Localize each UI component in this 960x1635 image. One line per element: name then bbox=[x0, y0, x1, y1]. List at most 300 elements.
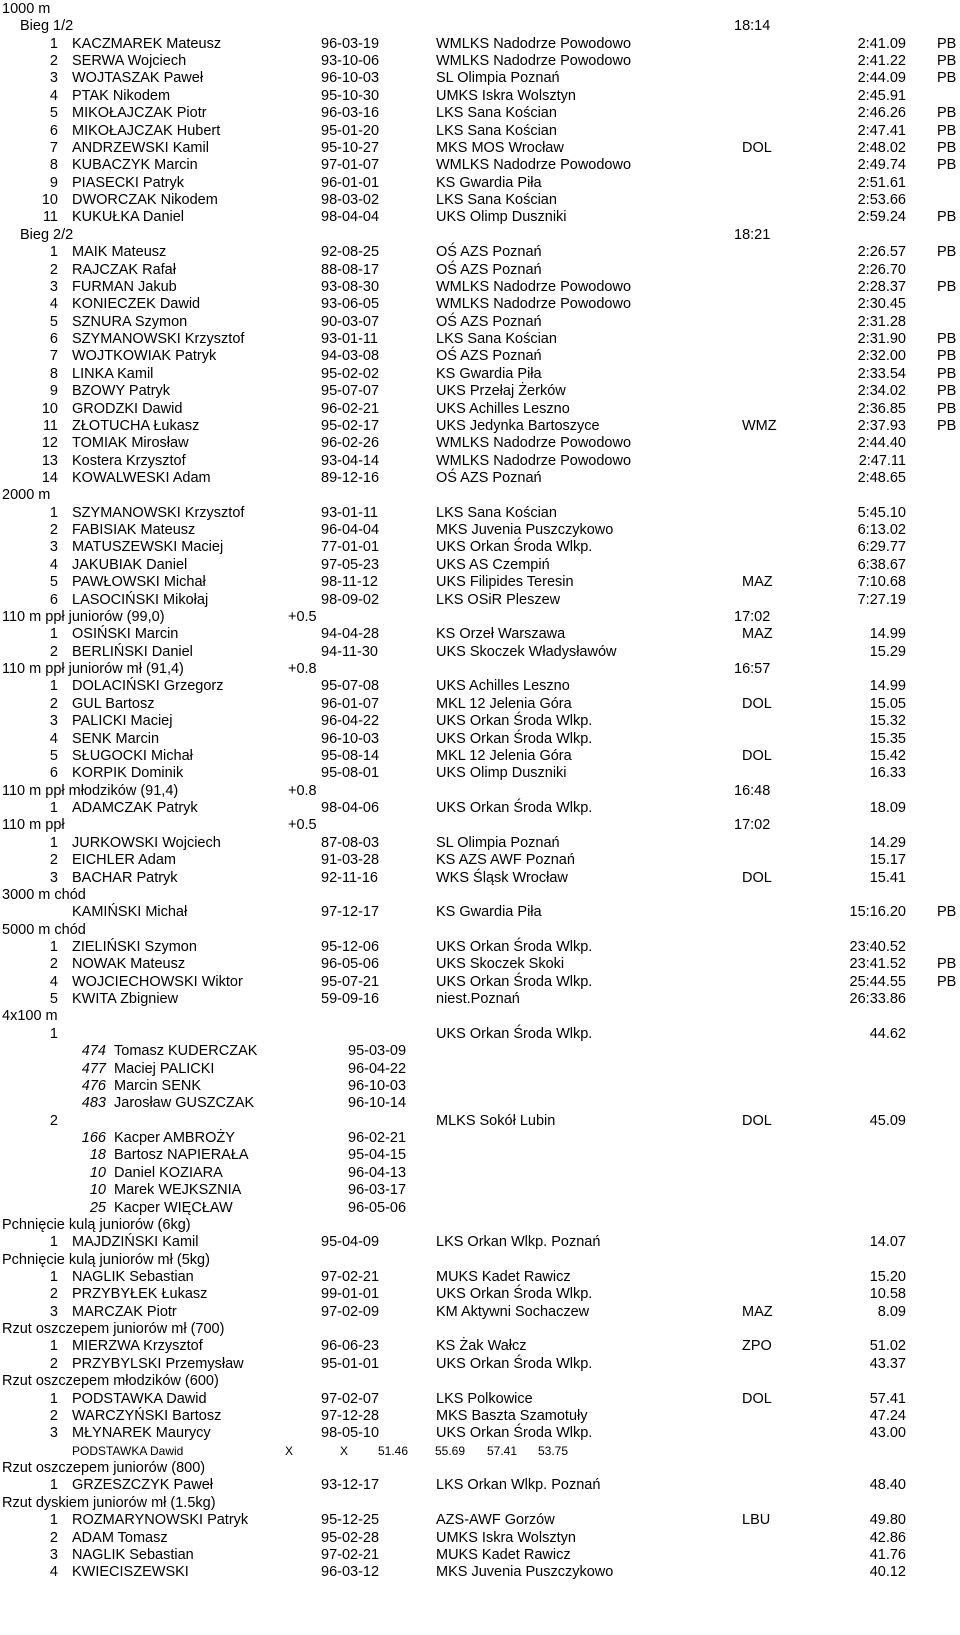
result: 14.29 bbox=[869, 834, 906, 851]
club: KS AZS AWF Poznań bbox=[436, 852, 575, 869]
athlete-name: KAMIŃSKI Michał bbox=[72, 904, 188, 921]
birth-date: 95-02-28 bbox=[321, 1529, 380, 1546]
place: 3 bbox=[49, 869, 58, 886]
region: DOL bbox=[742, 139, 772, 156]
bib-number: 483 bbox=[81, 1095, 106, 1112]
result-row bbox=[0, 52, 960, 70]
bib-number: 25 bbox=[89, 1199, 106, 1216]
birth-date: 97-12-28 bbox=[321, 1407, 380, 1424]
result-row bbox=[0, 174, 960, 192]
result-row bbox=[0, 1112, 960, 1130]
club: LKS Sana Kościan bbox=[436, 331, 557, 348]
birth-date: 95-07-07 bbox=[321, 383, 380, 400]
place: 4 bbox=[49, 730, 58, 747]
place: 1 bbox=[49, 626, 58, 643]
place: 9 bbox=[49, 174, 58, 191]
place: 6 bbox=[49, 765, 58, 782]
result-row bbox=[0, 382, 960, 400]
result: 14.07 bbox=[869, 1234, 906, 1251]
place: 1 bbox=[49, 1234, 58, 1251]
result-row bbox=[0, 261, 960, 279]
result-row bbox=[0, 417, 960, 435]
athlete-name: WARCZYŃSKI Bartosz bbox=[72, 1407, 222, 1424]
place: 4 bbox=[49, 1564, 58, 1581]
birth-date: 93-01-11 bbox=[321, 331, 378, 348]
club: UKS Orkan Środa Wlkp. bbox=[436, 713, 593, 730]
result-row bbox=[0, 35, 960, 53]
athlete-name: GRODZKI Dawid bbox=[72, 400, 183, 417]
place: 2 bbox=[49, 695, 58, 712]
birth-date: 93-08-30 bbox=[321, 278, 380, 295]
athlete-name: BACHAR Patryk bbox=[72, 869, 178, 886]
place: 1 bbox=[49, 504, 58, 521]
relay-member-name: Jarosław GUSZCZAK bbox=[114, 1095, 255, 1112]
region: DOL bbox=[742, 869, 772, 886]
event-title: Rzut oszczepem juniorów mł (700) bbox=[2, 1321, 225, 1338]
event-header bbox=[0, 1320, 960, 1338]
relay-member-birth-date: 95-03-09 bbox=[348, 1043, 407, 1060]
birth-date: 95-08-01 bbox=[321, 765, 380, 782]
athlete-name: KUBACZYK Marcin bbox=[72, 157, 198, 174]
relay-member-row bbox=[0, 1042, 960, 1060]
region: MAZ bbox=[742, 574, 773, 591]
birth-date: 96-03-16 bbox=[321, 105, 380, 122]
club: UKS Orkan Środa Wlkp. bbox=[436, 730, 593, 747]
place: 3 bbox=[49, 713, 58, 730]
athlete-name: ADAM Tomasz bbox=[72, 1529, 168, 1546]
attempt-value: 51.46 bbox=[378, 1443, 409, 1458]
birth-date: 98-05-10 bbox=[321, 1425, 380, 1442]
place: 1 bbox=[49, 1025, 58, 1042]
personal-best-note: PB bbox=[937, 400, 957, 417]
birth-date: 98-11-12 bbox=[321, 574, 378, 591]
result: 2:28.37 bbox=[857, 278, 906, 295]
result-row bbox=[0, 764, 960, 782]
place: 1 bbox=[49, 1512, 58, 1529]
result: 2:49.74 bbox=[857, 157, 906, 174]
birth-date: 97-02-21 bbox=[321, 1546, 380, 1563]
result-row bbox=[0, 1285, 960, 1303]
personal-best-note: PB bbox=[937, 35, 957, 52]
result: 6:13.02 bbox=[857, 522, 906, 539]
place: 2 bbox=[49, 643, 58, 660]
club: UKS Jedynka Bartoszyce bbox=[436, 417, 600, 434]
athlete-name: PIASECKI Patryk bbox=[72, 174, 185, 191]
relay-member-row bbox=[0, 1060, 960, 1078]
result: 15.35 bbox=[869, 730, 906, 747]
athlete-name: ROZMARYNOWSKI Patryk bbox=[72, 1512, 249, 1529]
relay-member-row bbox=[0, 1199, 960, 1217]
result: 48.40 bbox=[869, 1477, 906, 1494]
club: LKS OSiR Pleszew bbox=[436, 591, 561, 608]
place: 2 bbox=[49, 1112, 58, 1129]
relay-member-name: Kacper WIĘCŁAW bbox=[114, 1199, 233, 1216]
result: 15.17 bbox=[869, 852, 906, 869]
place: 5 bbox=[49, 105, 58, 122]
event-title: 5000 m chód bbox=[2, 921, 86, 938]
result-row bbox=[0, 834, 960, 852]
athlete-name: JURKOWSKI Wojciech bbox=[72, 834, 221, 851]
birth-date: 89-12-16 bbox=[321, 469, 380, 486]
event-header bbox=[0, 816, 960, 834]
result: 10.58 bbox=[869, 1286, 906, 1303]
result: 7:10.68 bbox=[857, 574, 906, 591]
place: 3 bbox=[49, 70, 58, 87]
result: 2:30.45 bbox=[857, 296, 906, 313]
place: 1 bbox=[49, 938, 58, 955]
athlete-name: PALICKI Maciej bbox=[72, 713, 173, 730]
athlete-name: MIERZWA Krzysztof bbox=[72, 1338, 203, 1355]
event-header bbox=[0, 608, 960, 626]
result-row bbox=[0, 712, 960, 730]
relay-member-birth-date: 95-04-15 bbox=[348, 1147, 407, 1164]
result: 16.33 bbox=[869, 765, 906, 782]
result: 23:41.52 bbox=[849, 956, 906, 973]
result: 2:48.65 bbox=[857, 469, 906, 486]
place: 5 bbox=[49, 991, 58, 1008]
birth-date: 96-06-23 bbox=[321, 1338, 380, 1355]
relay-member-birth-date: 96-05-06 bbox=[348, 1199, 407, 1216]
event-title: Pchnięcie kulą juniorów mł (5kg) bbox=[2, 1251, 210, 1268]
place: 1 bbox=[49, 678, 58, 695]
athlete-name: DWORCZAK Nikodem bbox=[72, 192, 218, 209]
place: 3 bbox=[49, 278, 58, 295]
personal-best-note: PB bbox=[937, 331, 957, 348]
result: 51.02 bbox=[869, 1338, 906, 1355]
birth-date: 96-04-04 bbox=[321, 522, 380, 539]
club: LKS Polkowice bbox=[436, 1390, 533, 1407]
result-row bbox=[0, 1563, 960, 1581]
result-row bbox=[0, 1546, 960, 1564]
athlete-name: SZYMANOWSKI Krzysztof bbox=[72, 504, 245, 521]
birth-date: 95-07-08 bbox=[321, 678, 380, 695]
athlete-name: MAIK Mateusz bbox=[72, 244, 167, 261]
place: 1 bbox=[49, 1477, 58, 1494]
birth-date: 95-07-21 bbox=[321, 973, 380, 990]
result-row bbox=[0, 69, 960, 87]
relay-member-birth-date: 96-02-21 bbox=[348, 1130, 407, 1147]
bib-number: 476 bbox=[81, 1077, 106, 1094]
result: 15.05 bbox=[869, 695, 906, 712]
result: 2:37.93 bbox=[857, 417, 906, 434]
personal-best-note: PB bbox=[937, 244, 957, 261]
athlete-name: FURMAN Jakub bbox=[72, 278, 177, 295]
club: OŚ AZS Poznań bbox=[436, 348, 542, 365]
region: MAZ bbox=[742, 1303, 773, 1320]
club: WMLKS Nadodrze Powodowo bbox=[436, 452, 632, 469]
relay-member-row bbox=[0, 1164, 960, 1182]
athlete-name: RAJCZAK Rafał bbox=[72, 261, 176, 278]
result: 49.80 bbox=[869, 1512, 906, 1529]
wind-reading: +0.8 bbox=[288, 661, 317, 678]
birth-date: 96-02-21 bbox=[321, 400, 380, 417]
club: LKS Sana Kościan bbox=[436, 192, 557, 209]
result-row bbox=[0, 591, 960, 609]
result-row bbox=[0, 990, 960, 1008]
club: UKS Skoczek Władysławów bbox=[436, 643, 617, 660]
result-row bbox=[0, 869, 960, 887]
relay-member-name: Marek WEJKSZNIA bbox=[114, 1182, 242, 1199]
result-row bbox=[0, 730, 960, 748]
result-row bbox=[0, 313, 960, 331]
club: UKS Orkan Środa Wlkp. bbox=[436, 1286, 593, 1303]
region: LBU bbox=[742, 1512, 771, 1529]
result: 7:27.19 bbox=[857, 591, 906, 608]
result-row bbox=[0, 1303, 960, 1321]
club: WKS Śląsk Wrocław bbox=[436, 869, 568, 886]
result: 15.29 bbox=[869, 643, 906, 660]
result: 6:29.77 bbox=[857, 539, 906, 556]
relay-member-row bbox=[0, 1146, 960, 1164]
event-header bbox=[0, 921, 960, 939]
result: 6:38.67 bbox=[857, 556, 906, 573]
place: 2 bbox=[49, 852, 58, 869]
club: LKS Sana Kościan bbox=[436, 122, 557, 139]
place: 2 bbox=[49, 261, 58, 278]
birth-date: 91-03-28 bbox=[321, 852, 380, 869]
place: 4 bbox=[49, 973, 58, 990]
result-row bbox=[0, 1025, 960, 1043]
place: 8 bbox=[49, 365, 58, 382]
result-row bbox=[0, 573, 960, 591]
relay-member-birth-date: 96-03-17 bbox=[348, 1182, 407, 1199]
result: 47.24 bbox=[869, 1407, 906, 1424]
athlete-name: NOWAK Mateusz bbox=[72, 956, 186, 973]
result-row bbox=[0, 747, 960, 765]
personal-best-note: PB bbox=[937, 105, 957, 122]
event-header bbox=[0, 1459, 960, 1477]
club: niest.Poznań bbox=[436, 991, 520, 1008]
personal-best-note: PB bbox=[937, 53, 957, 70]
birth-date: 93-01-11 bbox=[321, 504, 378, 521]
athlete-name: WOJTASZAK Paweł bbox=[72, 70, 204, 87]
birth-date: 95-10-27 bbox=[321, 139, 380, 156]
place: 3 bbox=[49, 1546, 58, 1563]
birth-date: 95-02-02 bbox=[321, 365, 380, 382]
event-title: 110 m ppł juniorów (99,0) bbox=[2, 608, 165, 625]
birth-date: 95-01-20 bbox=[321, 122, 380, 139]
result-row bbox=[0, 973, 960, 991]
bib-number: 166 bbox=[81, 1130, 106, 1147]
club: OŚ AZS Poznań bbox=[436, 261, 542, 278]
result: 15.42 bbox=[869, 747, 906, 764]
athlete-name: MIKOŁAJCZAK Piotr bbox=[72, 105, 207, 122]
club: KS Orzeł Warszawa bbox=[436, 626, 566, 643]
event-header bbox=[0, 660, 960, 678]
result: 2:44.09 bbox=[857, 70, 906, 87]
place: 1 bbox=[49, 35, 58, 52]
birth-date: 94-03-08 bbox=[321, 348, 380, 365]
result-row bbox=[0, 903, 960, 921]
place: 6 bbox=[49, 591, 58, 608]
athlete-name: BERLIŃSKI Daniel bbox=[72, 643, 193, 660]
athlete-name: SZNURA Szymon bbox=[72, 313, 188, 330]
event-header bbox=[0, 1494, 960, 1512]
athlete-name: FABISIAK Mateusz bbox=[72, 522, 196, 539]
place: 6 bbox=[49, 122, 58, 139]
event-time: 16:57 bbox=[734, 661, 771, 678]
relay-member-birth-date: 96-10-14 bbox=[348, 1095, 407, 1112]
place: 5 bbox=[49, 574, 58, 591]
attempt-value: X bbox=[285, 1443, 294, 1458]
athlete-name: KWIECISZEWSKI bbox=[72, 1564, 189, 1581]
athlete-name: SZYMANOWSKI Krzysztof bbox=[72, 331, 245, 348]
club: UKS Przełaj Żerków bbox=[436, 383, 566, 400]
birth-date: 95-10-30 bbox=[321, 87, 380, 104]
result: 40.12 bbox=[869, 1564, 906, 1581]
result-row bbox=[0, 208, 960, 226]
birth-date: 96-01-01 bbox=[321, 174, 380, 191]
wind-reading: +0.5 bbox=[288, 608, 317, 625]
region: WMZ bbox=[742, 417, 777, 434]
result-row bbox=[0, 556, 960, 574]
result-row bbox=[0, 1476, 960, 1494]
relay-member-name: Maciej PALICKI bbox=[114, 1060, 215, 1077]
birth-date: 95-01-01 bbox=[321, 1355, 380, 1372]
heat-title: Bieg 2/2 bbox=[20, 226, 74, 243]
event-title: 110 m ppł młodzików (91,4) bbox=[2, 782, 179, 799]
club: UKS Orkan Środa Wlkp. bbox=[436, 938, 593, 955]
region: MAZ bbox=[742, 626, 773, 643]
result-row bbox=[0, 469, 960, 487]
wind-reading: +0.5 bbox=[288, 817, 317, 834]
athlete-name: PRZYBYŁEK Łukasz bbox=[72, 1286, 208, 1303]
result-row bbox=[0, 677, 960, 695]
club: KS Gwardia Piła bbox=[436, 174, 542, 191]
personal-best-note: PB bbox=[937, 70, 957, 87]
place: 2 bbox=[49, 1407, 58, 1424]
athlete-name: BZOWY Patryk bbox=[72, 383, 171, 400]
result: 23:40.52 bbox=[849, 938, 906, 955]
result: 43.00 bbox=[869, 1425, 906, 1442]
club: WMLKS Nadodrze Powodowo bbox=[436, 53, 632, 70]
result: 2:51.61 bbox=[857, 174, 906, 191]
club: MUKS Kadet Rawicz bbox=[436, 1269, 571, 1285]
club: UKS Achilles Leszno bbox=[436, 400, 570, 417]
athlete-name: SERWA Wojciech bbox=[72, 53, 187, 70]
result: 14.99 bbox=[869, 626, 906, 643]
athlete-name: DOLACIŃSKI Grzegorz bbox=[72, 678, 224, 695]
athlete-name: KONIECZEK Dawid bbox=[72, 296, 201, 313]
personal-best-note: PB bbox=[937, 278, 957, 295]
place: 7 bbox=[49, 139, 58, 156]
birth-date: 96-02-26 bbox=[321, 435, 380, 452]
event-header bbox=[0, 1007, 960, 1025]
heat-header bbox=[0, 17, 960, 35]
result-row bbox=[0, 643, 960, 661]
athlete-name: MARCZAK Piotr bbox=[72, 1303, 177, 1320]
result-row bbox=[0, 538, 960, 556]
birth-date: 96-01-07 bbox=[321, 695, 380, 712]
result-row bbox=[0, 330, 960, 348]
athlete-name: KORPIK Dominik bbox=[72, 765, 184, 782]
result: 2:32.00 bbox=[857, 348, 906, 365]
result-row bbox=[0, 1424, 960, 1442]
club: UKS Orkan Środa Wlkp. bbox=[436, 1425, 593, 1442]
heat-time: 18:21 bbox=[734, 226, 771, 243]
club: UKS Orkan Środa Wlkp. bbox=[436, 973, 593, 990]
birth-date: 93-12-17 bbox=[321, 1477, 380, 1494]
athlete-name: PTAK Nikodem bbox=[72, 87, 171, 104]
result-row bbox=[0, 400, 960, 418]
event-title: Rzut dyskiem juniorów mł (1.5kg) bbox=[2, 1494, 216, 1511]
region: DOL bbox=[742, 1390, 772, 1407]
bib-number: 10 bbox=[89, 1164, 106, 1181]
relay-member-name: Marcin SENK bbox=[114, 1077, 202, 1094]
birth-date: 97-02-21 bbox=[321, 1269, 380, 1285]
athlete-name: WOJCIECHOWSKI Wiktor bbox=[72, 973, 243, 990]
result: 41.76 bbox=[869, 1546, 906, 1563]
athlete-name: MAJDZIŃSKI Kamil bbox=[72, 1234, 199, 1251]
personal-best-note: PB bbox=[937, 383, 957, 400]
result-row bbox=[0, 191, 960, 209]
athlete-name: MATUSZEWSKI Maciej bbox=[72, 539, 224, 556]
result-row bbox=[0, 695, 960, 713]
result: 15.20 bbox=[869, 1269, 906, 1285]
bib-number: 474 bbox=[81, 1043, 106, 1060]
athlete-name: GUL Bartosz bbox=[72, 695, 155, 712]
place: 9 bbox=[49, 383, 58, 400]
club: KS Gwardia Piła bbox=[436, 365, 542, 382]
result: 44.62 bbox=[869, 1025, 906, 1042]
place: 1 bbox=[49, 834, 58, 851]
result: 2:47.41 bbox=[857, 122, 906, 139]
result: 26:33.86 bbox=[849, 991, 906, 1008]
region: DOL bbox=[742, 747, 772, 764]
place: 2 bbox=[49, 956, 58, 973]
athlete-name: LINKA Kamil bbox=[72, 365, 154, 382]
attempt-value: 55.69 bbox=[435, 1443, 466, 1458]
relay-member-name: Bartosz NAPIERAŁA bbox=[114, 1147, 249, 1164]
event-header bbox=[0, 1372, 960, 1390]
region: DOL bbox=[742, 1112, 772, 1129]
club: UKS Olimp Duszniki bbox=[436, 209, 567, 226]
result: 18.09 bbox=[869, 800, 906, 817]
result-row bbox=[0, 799, 960, 817]
place: 2 bbox=[49, 1355, 58, 1372]
relay-member-birth-date: 96-10-03 bbox=[348, 1077, 407, 1094]
event-header bbox=[0, 886, 960, 904]
attempt-value: 53.75 bbox=[538, 1443, 569, 1458]
club: OŚ AZS Poznań bbox=[436, 313, 542, 330]
result-row bbox=[0, 504, 960, 522]
result: 2:36.85 bbox=[857, 400, 906, 417]
result-row bbox=[0, 851, 960, 869]
athlete-name: LASOCIŃSKI Mikołaj bbox=[72, 591, 209, 608]
athlete-name: OSIŃSKI Marcin bbox=[72, 626, 179, 643]
place: 1 bbox=[49, 244, 58, 261]
birth-date: 77-01-01 bbox=[321, 539, 380, 556]
relay-member-row bbox=[0, 1129, 960, 1147]
club: SL Olimpia Poznań bbox=[436, 70, 560, 87]
birth-date: 96-03-12 bbox=[321, 1564, 380, 1581]
event-title: 110 m ppł bbox=[2, 817, 65, 834]
athlete-name: NAGLIK Sebastian bbox=[72, 1269, 194, 1285]
place: 2 bbox=[49, 522, 58, 539]
birth-date: 59-09-16 bbox=[321, 991, 380, 1008]
athlete-name: SŁUGOCKI Michał bbox=[72, 747, 193, 764]
athlete-name: Kostera Krzysztof bbox=[72, 452, 186, 469]
club: WMLKS Nadodrze Powodowo bbox=[436, 296, 632, 313]
club: KS Gwardia Piła bbox=[436, 904, 542, 921]
birth-date: 97-12-17 bbox=[321, 904, 380, 921]
event-title: 110 m ppł juniorów mł (91,4) bbox=[2, 661, 184, 678]
result: 15.41 bbox=[869, 869, 906, 886]
club: WMLKS Nadodrze Powodowo bbox=[436, 157, 632, 174]
result-row bbox=[0, 521, 960, 539]
result-row bbox=[0, 1511, 960, 1529]
birth-date: 95-04-09 bbox=[321, 1234, 380, 1251]
